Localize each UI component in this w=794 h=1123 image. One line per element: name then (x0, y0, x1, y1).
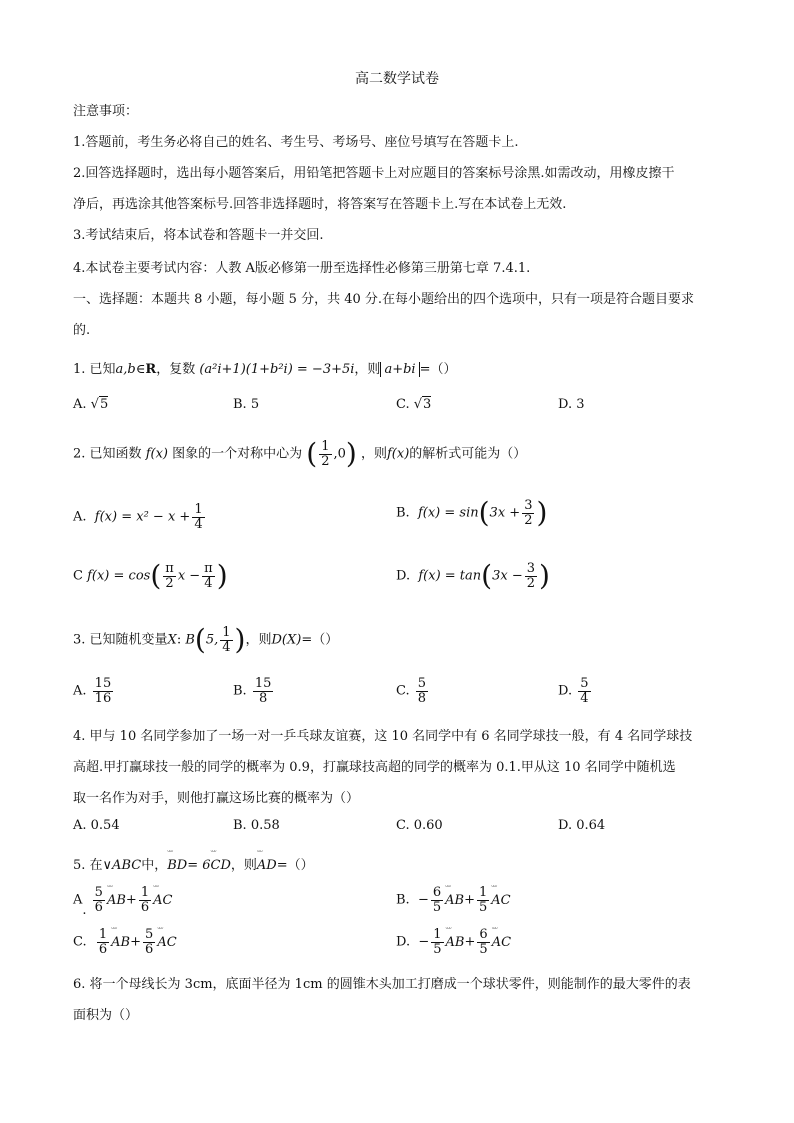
q2-option-c-x: x − (177, 568, 201, 584)
q3-option-b-den: 8 (258, 690, 268, 706)
q2-option-c-frac-2 (202, 562, 215, 590)
q5-option-c-vector-2: ᵕᵕᵕ AC (157, 935, 176, 950)
q2-mid: 图象的一个对称中心为 (172, 446, 303, 462)
q5-option-b-den-1: 5 (432, 899, 442, 915)
q5-option-d-sign: − (418, 934, 430, 950)
q5-vector-bd: ᵕᵕᵕ BD (167, 858, 187, 873)
q1-option-a-root: 5 (99, 397, 109, 412)
q3-rparen: ) (234, 623, 246, 657)
q1-tail: ，则 (354, 362, 381, 377)
q2-option-d-den: 2 (526, 575, 536, 591)
q6-line-2: 面积为（） (73, 1008, 139, 1023)
q5-option-d-plus: + (464, 934, 476, 950)
q2-option-d-rparen: ) (539, 559, 550, 593)
q5-option-a-label: A (73, 892, 83, 908)
notes-item-2-line-2: 净后，再选涂其他答案标号.回答非选择题时，将答案写在答题卡上.写在本试卷上无效. (73, 197, 567, 212)
q1-end: =（） (419, 362, 457, 377)
q3-option-a-num: 15 (94, 676, 112, 691)
q5-option-c-vector-1: ᵕᵕᵕ AB (111, 935, 130, 950)
q5-mid: 中， (141, 858, 168, 873)
q5-option-b-num-1: 6 (432, 885, 442, 900)
q3-option-b-num: 15 (254, 676, 272, 691)
q5-option-a[interactable] (73, 885, 173, 918)
q4-line-3: 取一名作为对手，则他打赢这场比赛的概率为（） (73, 791, 360, 806)
q2-tail: ，则 (360, 446, 387, 462)
q3-option-c-num: 5 (417, 676, 427, 691)
q3-option-a-frac (93, 677, 114, 705)
q2-lparen: ( (306, 437, 318, 471)
q5-option-a-vector-2: ᵕᵕᵕ AC (153, 893, 172, 908)
q5-option-a-frac-1 (93, 886, 105, 914)
q5-option-d-den-1: 5 (433, 941, 442, 957)
q2-option-c-rparen: ) (216, 559, 228, 593)
q5-option-c[interactable] (73, 928, 177, 956)
q5-option-a-plus: + (125, 892, 137, 908)
q5-option-b-sign: − (417, 892, 429, 908)
notes-item-1: 1.答题前，考生务必将自己的姓名、考生号、考场号、座位号填写在答题卡上. (73, 135, 519, 150)
section-heading-line-2: 的. (73, 323, 91, 338)
q5-option-d-num-2: 6 (479, 927, 488, 942)
q3-option-c-den: 8 (417, 690, 427, 706)
q3-option-c-label: C. (396, 683, 410, 699)
q5-option-d-vector-1: ᵕᵕᵕ AB (446, 935, 465, 950)
q5-eq: = 6 (187, 858, 211, 873)
q1-mid: ，复数 (156, 362, 196, 377)
q2-option-c-lparen: ( (150, 559, 162, 593)
q2-option-c-den-2: 4 (204, 575, 213, 591)
q2-point-num: 1 (321, 439, 330, 454)
q2-option-b-frac (522, 499, 534, 527)
q2-option-c-num-1: π (165, 561, 174, 576)
q2-option-b[interactable] (396, 496, 548, 530)
q3-x: X (167, 632, 177, 648)
q3-prefix: 3. 已知随机变量 (73, 632, 168, 648)
q2-fx-2: f(x) (387, 446, 410, 462)
q1-option-d[interactable]: D. 3 (558, 397, 585, 412)
q5-option-a-num-1: 5 (94, 885, 103, 900)
q3-option-d[interactable] (558, 677, 593, 705)
question-3 (73, 623, 339, 657)
q2-option-b-inner: 3x + (489, 505, 521, 521)
q5-option-a-num-2: 1 (140, 885, 150, 900)
exam-title: 高二数学试卷 (355, 71, 439, 87)
q3-option-c-frac (416, 677, 428, 705)
q5-triangle: ∨ABC (102, 858, 142, 873)
q4-option-d[interactable]: D. 0.64 (558, 818, 606, 833)
q2-option-b-rparen: ) (536, 496, 548, 530)
q5-option-d[interactable] (396, 928, 511, 956)
q5-option-c-frac-2 (143, 928, 155, 956)
notes-item-4: 4.本试卷主要考试内容：人教 A版必修第一册至选择性必修第三册第七章 7.4.1. (73, 261, 531, 276)
notes-item-2-line-1: 2.回答选择题时，选出每小题答案后，用铅笔把答题卡上对应题目的答案标号涂黑.如需改动，用橡皮擦干 (73, 166, 675, 181)
q2-end: 的解析式可能为（） (409, 446, 527, 462)
q4-line-2: 高超.甲打赢球技一般的同学的概率为 0.9，打赢球技高超的同学的概率为 0.1.甲从这 10 名同学中随机选 (73, 760, 676, 775)
q5-vector-cd: ᵕᵕᵕ CD (211, 858, 231, 873)
q2-point-den: 2 (321, 453, 330, 469)
q5-option-a-den-2: 6 (140, 899, 150, 915)
q2-option-a-lhs: f(x) = x² − x + (94, 509, 191, 525)
q5-option-c-label: C. (73, 934, 87, 950)
q3-option-d-label: D. (558, 683, 573, 699)
q5-option-b[interactable] (396, 886, 511, 914)
q3-option-d-frac (578, 677, 590, 705)
q3-den: 4 (222, 639, 231, 655)
q5-option-b-label: B. (396, 892, 410, 908)
q2-option-c-den-1: 2 (165, 575, 174, 591)
question-1 (73, 358, 456, 377)
q2-option-d-lhs: f(x) = tan (418, 568, 482, 584)
q2-option-b-den: 2 (524, 512, 533, 528)
q1-option-a-label: A. (73, 397, 87, 412)
q5-option-d-frac-2 (477, 928, 489, 956)
q2-option-c-num-2: π (204, 561, 213, 576)
q5-option-d-den-2: 5 (479, 941, 488, 957)
q1-option-c-label: C. (396, 397, 410, 412)
q2-option-d-lparen: ( (481, 559, 493, 593)
q2-point-tail: ,0 (333, 446, 346, 462)
notes-heading: 注意事项： (73, 104, 139, 119)
q4-option-a[interactable]: A. 0.54 (73, 818, 120, 833)
q5-option-c-num-1: 1 (98, 927, 108, 942)
q5-tail: ，则 (230, 858, 257, 873)
q2-option-d[interactable] (396, 559, 550, 593)
q3-dx: D(X) (271, 632, 302, 648)
q2-option-b-label: B. (396, 505, 410, 521)
q3-option-c[interactable] (396, 677, 430, 705)
question-2 (73, 437, 527, 471)
q3-tail: ，则 (245, 632, 272, 648)
q5-option-b-num-2: 1 (479, 885, 488, 900)
q3-frac (220, 626, 232, 654)
q2-option-d-label: D. (396, 568, 411, 584)
q5-option-a-den-1: 6 (94, 899, 103, 915)
q5-option-b-plus: + (464, 892, 475, 908)
q2-fx: f(x) (145, 446, 168, 462)
q2-option-a[interactable] (73, 503, 207, 531)
q5-option-b-den-2: 5 (479, 899, 488, 915)
q5-option-a-frac-2 (139, 886, 151, 914)
q5-vector-ad: ᵕᵕᵕ AD (257, 858, 277, 873)
q3-option-b-label: B. (233, 683, 247, 699)
q2-option-d-frac (525, 562, 537, 590)
q2-option-d-num: 3 (526, 561, 536, 576)
q2-option-a-den: 4 (194, 516, 203, 532)
q5-option-c-frac-1 (97, 928, 109, 956)
q2-option-b-num: 3 (524, 498, 533, 513)
q3-inner: 5, (205, 632, 219, 648)
q3-num: 1 (222, 625, 231, 640)
q3-b: B (185, 632, 195, 648)
q5-end: =（） (276, 858, 314, 873)
q2-option-c[interactable] (73, 559, 228, 593)
q1-expression: (a²i+1)(1+b²i) = −3+5i (199, 362, 355, 377)
q5-option-c-den-1: 6 (98, 941, 108, 957)
q2-option-a-frac (192, 503, 204, 531)
q3-option-b-frac (253, 677, 274, 705)
q5-option-b-vector-1: ᵕᵕᵕ AB (445, 893, 464, 908)
q5-option-b-frac-2 (477, 886, 489, 914)
q5-option-a-dot: . (82, 902, 87, 918)
q3-option-a-den: 16 (94, 690, 112, 706)
q2-option-a-num: 1 (194, 502, 203, 517)
q5-prefix: 5. 在 (73, 858, 103, 873)
q2-option-d-inner: 3x − (492, 568, 523, 584)
q5-option-d-vector-2: ᵕᵕᵕ AC (492, 935, 511, 950)
q4-option-c[interactable]: C. 0.60 (396, 818, 443, 833)
question-5 (73, 854, 314, 873)
q4-line-1: 4. 甲与 10 名同学参加了一场一对一乒乓球友谊赛，这 10 名同学中有 6 名同学球技一般，有 4 名同学球技 (73, 729, 693, 744)
q1-option-c[interactable]: C. √3 (396, 397, 432, 412)
q3-option-a-label: A. (73, 683, 87, 699)
q3-option-a[interactable] (73, 677, 115, 705)
q5-option-c-den-2: 6 (145, 941, 154, 957)
q5-option-d-label: D. (396, 934, 411, 950)
q5-option-d-num-1: 1 (433, 927, 442, 942)
q5-option-c-num-2: 5 (145, 927, 154, 942)
q5-option-c-plus: + (130, 934, 142, 950)
q1-option-a[interactable]: A. √5 (73, 397, 109, 412)
q1-prefix: 1. 已知 (73, 362, 116, 377)
q1-abs: a+bi (380, 362, 419, 377)
q6-line-1: 6. 将一个母线长为 3cm，底面半径为 1cm 的圆锥木头加工打磨成一个球状零件，则能制作的最大零件的表 (73, 977, 691, 992)
q3-option-d-num: 5 (580, 676, 589, 691)
q5-option-b-vector-2: ᵕᵕᵕ AC (491, 893, 510, 908)
q1-option-c-root: 3 (423, 397, 432, 412)
q2-option-c-frac-1 (163, 562, 176, 590)
q2-prefix: 2. 已知函数 (73, 446, 142, 462)
q5-option-a-vector-1: ᵕᵕᵕ AB (107, 893, 126, 908)
q2-point-frac (319, 440, 331, 468)
q1-option-b[interactable]: B. 5 (233, 397, 260, 412)
q5-option-d-frac-1 (431, 928, 443, 956)
q2-option-b-lparen: ( (478, 496, 490, 530)
q2-option-c-lhs: f(x) = cos (87, 568, 151, 584)
q3-option-b[interactable] (233, 677, 275, 705)
q3-end: =（） (301, 632, 339, 648)
q1-real-set: R (145, 362, 157, 377)
q3-option-d-den: 4 (580, 690, 589, 706)
q2-option-c-label: C (73, 568, 83, 584)
q5-option-b-frac-1 (431, 886, 443, 914)
q4-option-b[interactable]: B. 0.58 (233, 818, 280, 833)
q3-lparen: ( (194, 623, 206, 657)
q2-option-b-lhs: f(x) = sin (417, 505, 479, 521)
q2-option-a-label: A. (73, 509, 87, 525)
notes-item-3: 3.考试结束后，将本试卷和答题卡一并交回. (73, 228, 324, 243)
q2-rparen: ) (345, 437, 357, 471)
section-heading-line-1: 一、选择题：本题共 8 小题，每小题 5 分，共 40 分.在每小题给出的四个选项中，只有一项是符合题目要求 (73, 292, 695, 307)
q1-condition: a,b∈ (115, 362, 146, 377)
q3-colon: : (176, 632, 182, 648)
